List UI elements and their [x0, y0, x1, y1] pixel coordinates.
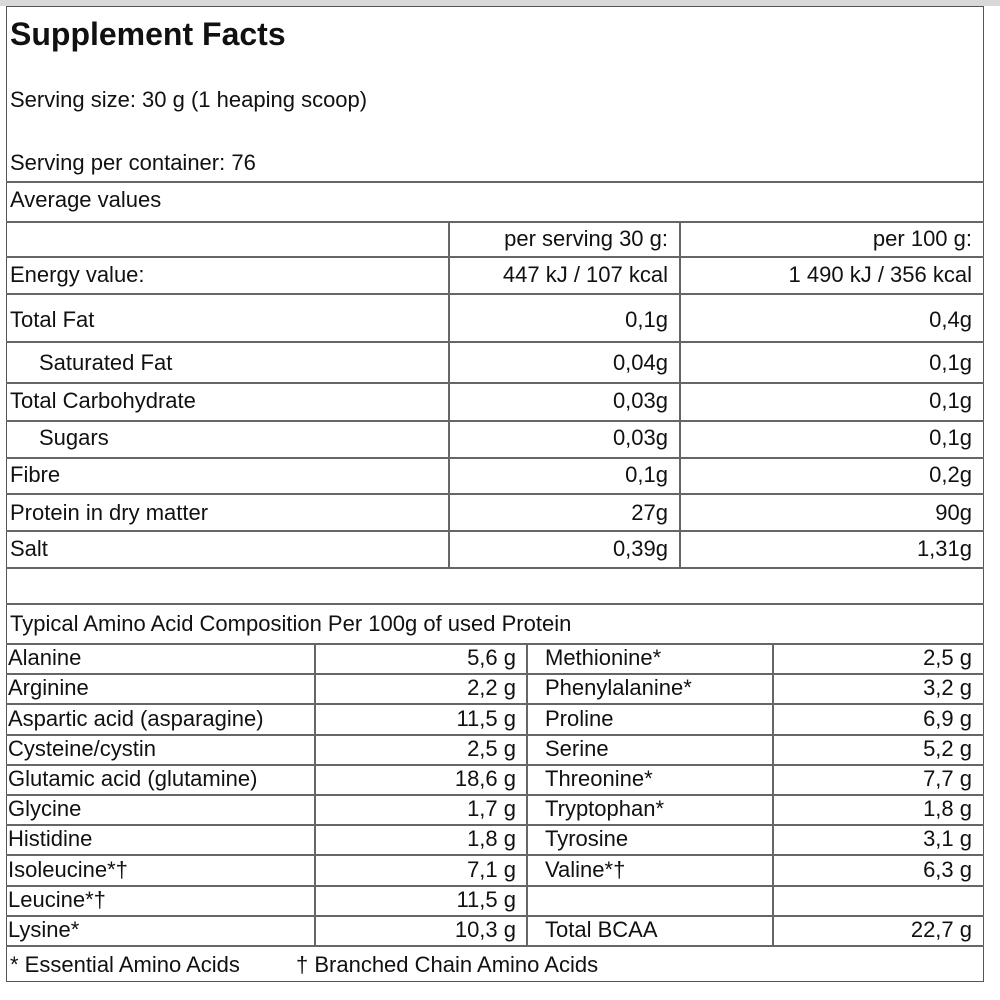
amino-acid-value: 1,7 g: [467, 796, 516, 821]
nutrient-name: Total Fat: [10, 307, 95, 332]
row-divider: [6, 530, 984, 532]
amino-acid-name: Methionine*: [545, 645, 662, 670]
nutrient-per-serving: 0,04g: [612, 350, 668, 375]
nutrient-per-serving: 0,39g: [612, 536, 668, 561]
nutrient-name: Energy value:: [10, 262, 145, 287]
amino-acid-name: Glutamic acid (glutamine): [8, 766, 258, 791]
row-divider: [6, 256, 984, 258]
row-divider: [6, 181, 984, 183]
amino-column-divider: [772, 643, 774, 945]
amino-acid-name: Aspartic acid (asparagine): [8, 706, 264, 731]
amino-acid-value: 11,5 g: [456, 887, 516, 912]
amino-acid-name: Alanine: [8, 645, 82, 670]
row-divider: [6, 221, 984, 223]
servings-per-container: Serving per container: 76: [10, 150, 256, 175]
amino-acid-name: Proline: [545, 706, 614, 731]
nutrient-per-serving: 447 kJ / 107 kcal: [502, 262, 668, 287]
amino-acid-value: 6,9 g: [923, 706, 972, 731]
column-divider: [448, 221, 450, 567]
amino-column-divider: [314, 643, 316, 945]
amino-acid-value: 1,8 g: [923, 796, 972, 821]
nutrient-per-100g: 0,1g: [929, 425, 972, 450]
amino-acid-name: Tryptophan*: [545, 796, 665, 821]
amino-acid-name: Tyrosine: [545, 826, 629, 851]
page-title: Supplement Facts: [10, 16, 286, 52]
serving-size: Serving size: 30 g (1 heaping scoop): [10, 87, 368, 112]
nutrient-name: Salt: [10, 536, 48, 561]
amino-acid-name: Total BCAA: [545, 917, 658, 942]
bcaa-footnote: † Branched Chain Amino Acids: [296, 952, 599, 977]
nutrient-per-100g: 1 490 kJ / 356 kcal: [788, 262, 972, 287]
amino-acid-value: 3,2 g: [923, 675, 972, 700]
amino-acid-value: 7,1 g: [467, 857, 516, 882]
amino-acid-name: Histidine: [8, 826, 93, 851]
nutrient-per-serving: 0,1g: [625, 462, 668, 487]
nutrient-per-serving: 0,03g: [612, 388, 668, 413]
amino-acid-name: Phenylalanine*: [545, 675, 692, 700]
amino-acid-name: Threonine*: [545, 766, 653, 791]
row-divider: [6, 293, 984, 295]
nutrient-per-100g: 0,2g: [929, 462, 972, 487]
amino-row-divider: [6, 854, 984, 856]
amino-acid-value: 3,1 g: [923, 826, 972, 851]
amino-acid-value: 2,5 g: [923, 645, 972, 670]
amino-column-divider: [526, 643, 528, 945]
nutrient-per-100g: 1,31g: [916, 536, 972, 561]
row-divider: [6, 567, 984, 569]
amino-row-divider: [6, 945, 984, 947]
amino-acid-value: 1,8 g: [467, 826, 516, 851]
amino-row-divider: [6, 703, 984, 705]
nutrient-per-100g: 90g: [935, 500, 972, 525]
nutrient-name: Saturated Fat: [39, 350, 173, 375]
nutrient-name: Total Carbohydrate: [10, 388, 196, 413]
amino-acid-name: Arginine: [8, 675, 89, 700]
amino-acid-value: 5,2 g: [923, 736, 972, 761]
amino-acid-value: 2,2 g: [467, 675, 516, 700]
amino-acid-value: 18,6 g: [454, 766, 516, 791]
amino-acid-name: Leucine*†: [8, 887, 106, 912]
amino-acid-value: 22,7 g: [910, 917, 972, 942]
row-divider: [6, 341, 984, 343]
per-serving-header: per serving 30 g:: [504, 226, 668, 251]
nutrient-per-serving: 27g: [631, 500, 668, 525]
row-divider: [6, 457, 984, 459]
essential-footnote: * Essential Amino Acids: [10, 952, 240, 977]
amino-acid-value: 11,5 g: [456, 706, 516, 731]
amino-acid-name: Lysine*: [8, 917, 80, 942]
nutrient-per-serving: 0,1g: [625, 307, 668, 332]
row-divider: [6, 382, 984, 384]
amino-acid-name: Glycine: [8, 796, 82, 821]
nutrient-per-serving: 0,03g: [612, 425, 668, 450]
amino-acid-heading: Typical Amino Acid Composition Per 100g of used Protein: [10, 611, 572, 636]
amino-acid-name: Cysteine/cystin: [8, 736, 156, 761]
amino-acid-value: 6,3 g: [923, 857, 972, 882]
column-divider: [679, 221, 681, 567]
nutrient-name: Protein in dry matter: [10, 500, 209, 525]
amino-acid-value: 10,3 g: [454, 917, 516, 942]
amino-acid-value: 7,7 g: [923, 766, 972, 791]
amino-acid-value: 2,5 g: [467, 736, 516, 761]
average-values-label: Average values: [10, 187, 162, 212]
nutrient-per-100g: 0,4g: [929, 307, 972, 332]
row-divider: [6, 603, 984, 605]
per-100g-header: per 100 g:: [872, 226, 972, 251]
nutrient-name: Sugars: [39, 425, 109, 450]
amino-acid-name: Isoleucine*†: [8, 857, 128, 882]
amino-acid-name: Serine: [545, 736, 609, 761]
row-divider: [6, 493, 984, 495]
amino-acid-name: Valine*†: [545, 857, 626, 882]
amino-acid-value: 5,6 g: [467, 645, 516, 670]
row-divider: [6, 420, 984, 422]
nutrient-per-100g: 0,1g: [929, 350, 972, 375]
nutrient-name: Fibre: [10, 462, 61, 487]
nutrient-per-100g: 0,1g: [929, 388, 972, 413]
